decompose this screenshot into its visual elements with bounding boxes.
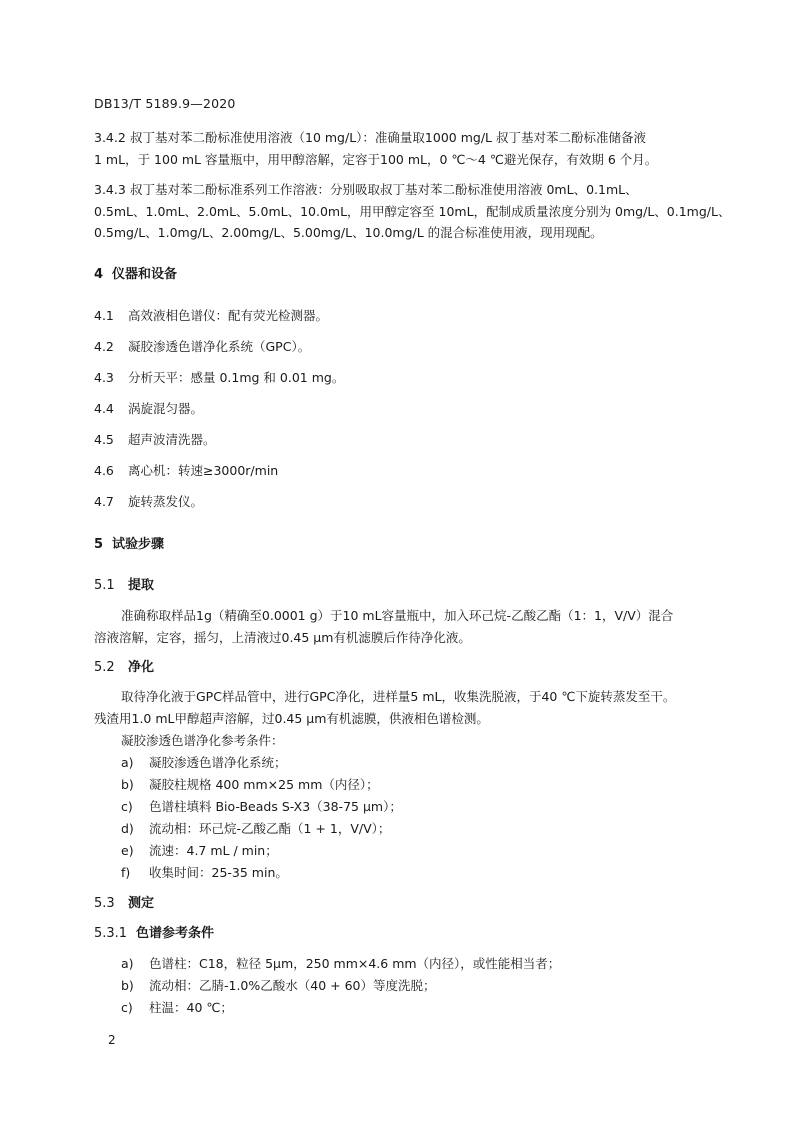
section-4-heading (94, 268, 177, 281)
subsection-title: 提取 (128, 578, 155, 593)
subsection-number: 5.3.1 (94, 926, 128, 941)
chromatography-condition-item: b) 流动相：乙腈-1.0%乙酸水（40 + 60）等度洗脱； (121, 978, 436, 993)
clause-text: 叔丁基对苯二酚标准使用溶液（10 mg/L）：准确量取1000 mg/L 叔丁基对苯二酚标准储备液 (130, 130, 646, 145)
section-number: 5 (94, 537, 104, 552)
subsection-number: 5.1 (94, 578, 115, 593)
equipment-item: 4.1 高效液相色谱仪：配有荧光检测器。 (94, 308, 329, 323)
clause-3-4-3-line-1 (94, 184, 638, 197)
subsection-5-3-heading (94, 897, 154, 910)
purification-paragraph-line-1: 取待净化液于GPC样品管中，进行GPC净化，进样量5 mL，收集洗脱液，于40 ℃下旋转蒸发至干。 (121, 689, 676, 704)
clause-3-4-3-line-3: 0.5mg/L、1.0mg/L、2.00mg/L、5.00mg/L、10.0mg/L 的混合标准使用液，现用现配。 (94, 225, 603, 240)
equipment-item: 4.2 凝胶渗透色谱净化系统（GPC）。 (94, 339, 311, 354)
subsection-title: 测定 (128, 896, 155, 911)
purification-paragraph-line-2: 残渣用1.0 mL甲醇超声溶解，过0.45 μm有机滤膜，供液相色谱检测。 (94, 711, 489, 726)
section-title: 仪器和设备 (112, 267, 178, 282)
gpc-condition-item: d) 流动相：环己烷-乙酸乙酯（1 + 1，V/V）； (121, 821, 391, 836)
equipment-item: 4.6 离心机：转速≥3000r/min (94, 463, 279, 478)
subsection-number: 5.3 (94, 896, 115, 911)
clause-3-4-2-line-1 (94, 132, 646, 145)
equipment-item: 4.5 超声波清洗器。 (94, 432, 216, 447)
gpc-conditions-intro: 凝胶渗透色谱净化参考条件： (121, 733, 284, 748)
subsection-5-1-heading (94, 579, 154, 592)
gpc-condition-item: e) 流速：4.7 mL / min； (121, 843, 278, 858)
clause-3-4-3-line-2: 0.5mL、1.0mL、2.0mL、5.0mL、10.0mL，用甲醇定容至 10mL，配制成质量浓度分别为 0mg/L、0.1mg/L、 (94, 204, 731, 219)
section-title: 试验步骤 (112, 537, 165, 552)
clause-text: 叔丁基对苯二酚标准系列工作溶液：分别吸取叔丁基对苯二酚标准使用溶液 0mL、0.1mL、 (130, 182, 638, 197)
equipment-item: 4.4 涡旋混匀器。 (94, 401, 204, 416)
doc-code-header: DB13/T 5189.9—2020 (94, 96, 236, 111)
extraction-paragraph-line-1: 准确称取样品1g（精确至0.0001 g）于10 mL容量瓶中，加入环己烷-乙酸乙酯（1：1，V/V）混合 (121, 608, 674, 623)
subsection-5-3-1-heading (94, 927, 214, 940)
subsection-5-2-heading (94, 661, 154, 674)
equipment-item: 4.7 旋转蒸发仪。 (94, 494, 204, 509)
chromatography-condition-item: a) 色谱柱：C18，粒径 5μm，250 mm×4.6 mm（内径），或性能相当者； (121, 956, 561, 971)
clause-number: 3.4.3 (94, 182, 126, 197)
page-number: 2 (108, 1033, 116, 1047)
gpc-condition-item: a) 凝胶渗透色谱净化系统； (121, 755, 287, 770)
clause-number: 3.4.2 (94, 130, 126, 145)
subsection-title: 净化 (128, 660, 155, 675)
subsection-number: 5.2 (94, 660, 115, 675)
gpc-condition-item: f) 收集时间：25-35 min。 (121, 865, 288, 880)
equipment-item: 4.3 分析天平：感量 0.1mg 和 0.01 mg。 (94, 370, 345, 385)
extraction-paragraph-line-2: 溶液溶解，定容，摇匀，上清液过0.45 μm有机滤膜后作待净化液。 (94, 630, 471, 645)
clause-3-4-2-line-2: 1 mL，于 100 mL 容量瓶中，用甲醇溶解，定容于100 mL，0 ℃～4 ℃避光保存，有效期 6 个月。 (94, 152, 658, 167)
gpc-condition-item: b) 凝胶柱规格 400 mm×25 mm（内径）； (121, 777, 379, 792)
section-5-heading (94, 538, 164, 551)
gpc-condition-item: c) 色谱柱填料 Bio-Beads S-X3（38-75 μm）； (121, 799, 402, 814)
section-number: 4 (94, 267, 104, 282)
chromatography-condition-item: c) 柱温：40 ℃； (121, 1000, 233, 1015)
subsection-title: 色谱参考条件 (136, 926, 215, 941)
